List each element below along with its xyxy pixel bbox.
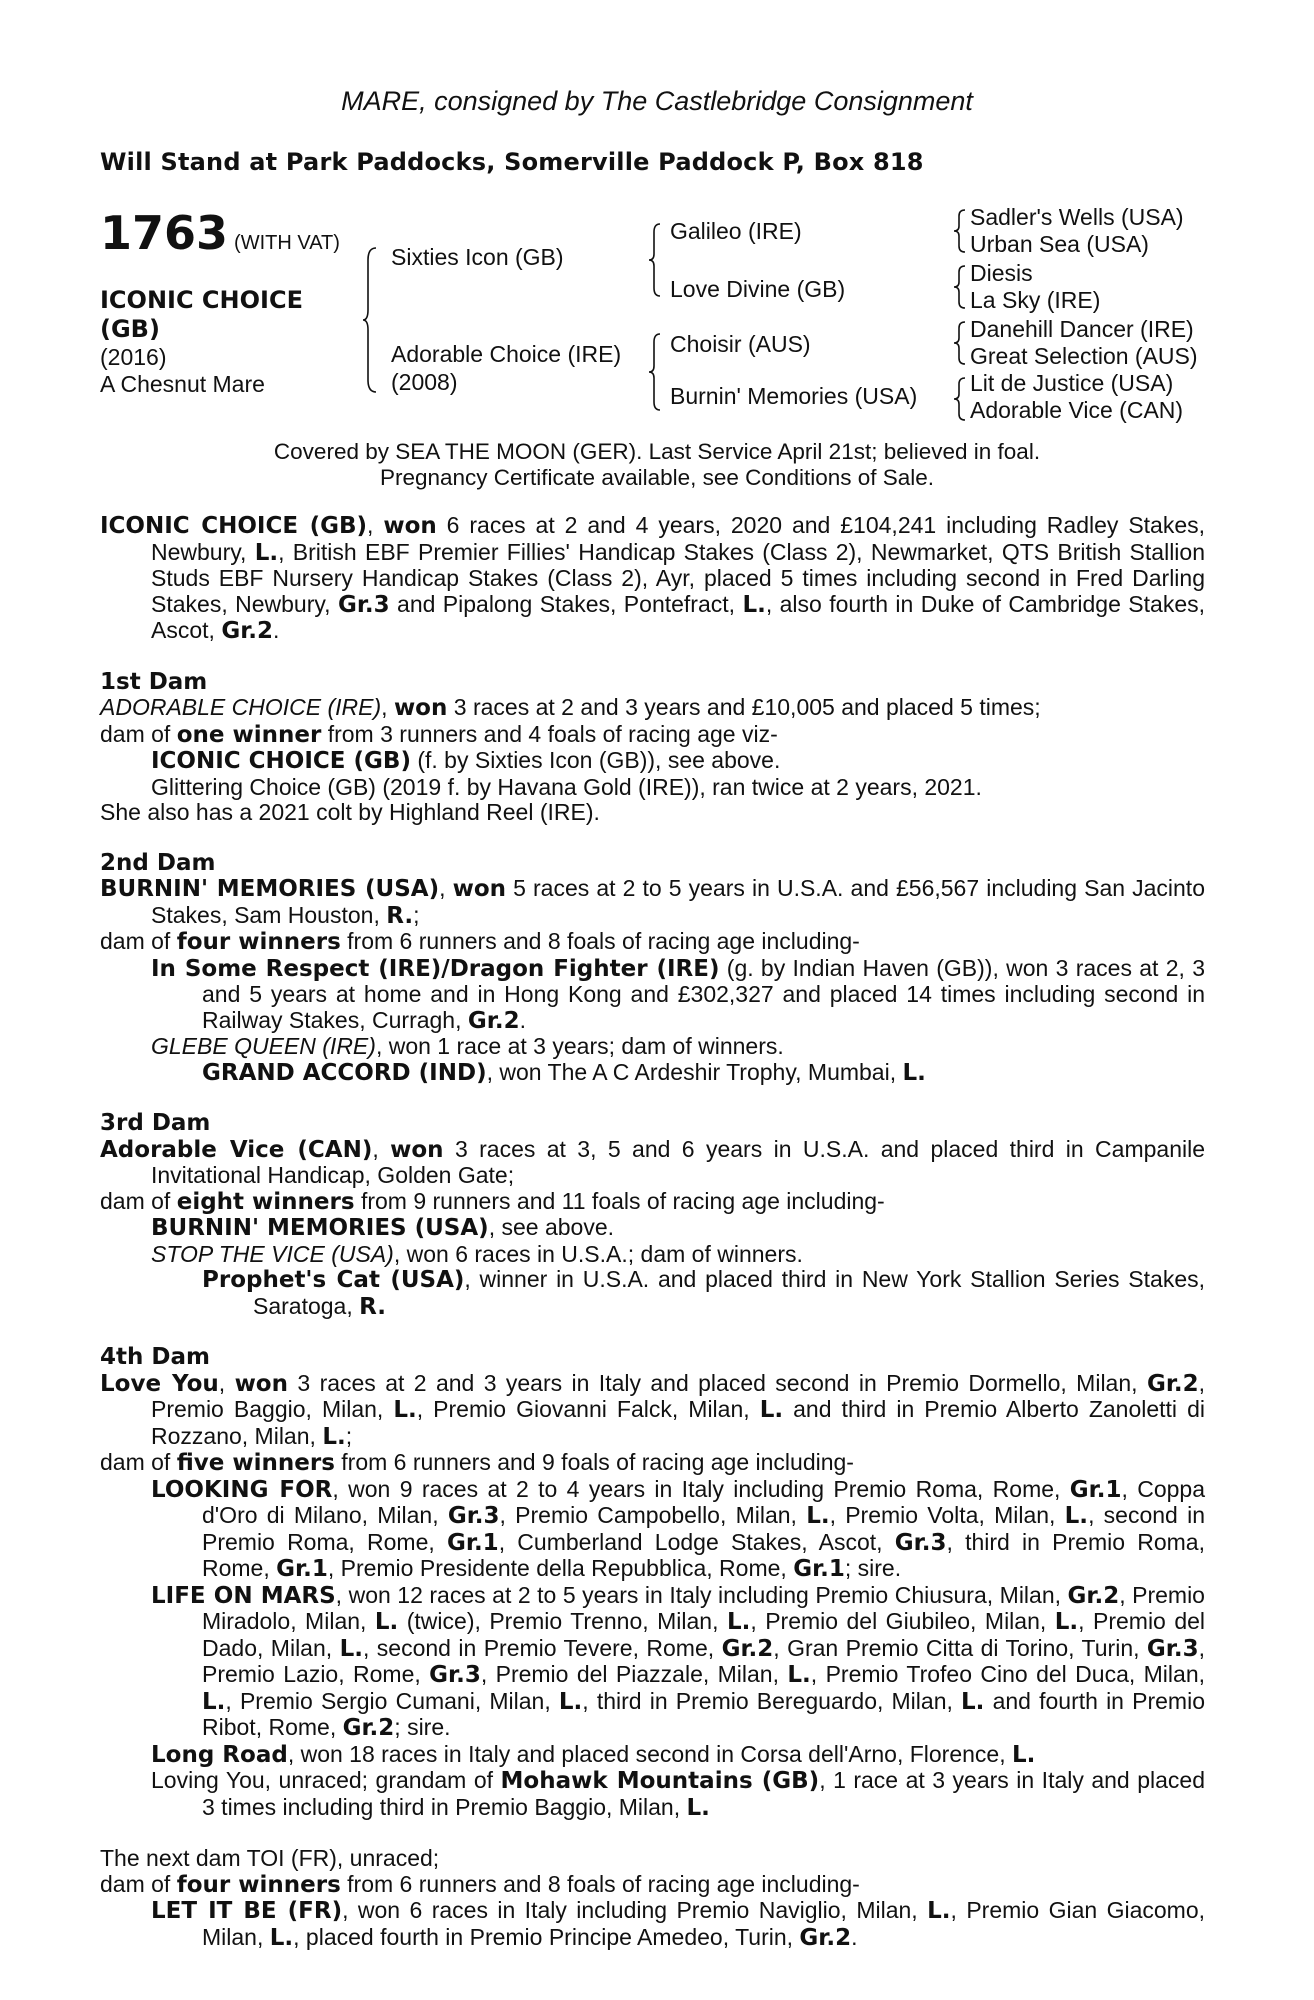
won-label: won <box>383 513 437 539</box>
pedigree-ddd: Adorable Vice (CAN) <box>970 397 1184 423</box>
second-dam-section <box>100 851 1205 1087</box>
second-dam-produce-summary: dam of four winners from 6 runners and 8 foals of racing age including- <box>100 928 860 955</box>
pedigree-sss: Sadler's Wells (USA) <box>970 204 1184 230</box>
third-dam-section <box>100 1111 1205 1320</box>
third-dam-heading: 3rd Dam <box>100 1110 211 1136</box>
pedigree-dds: Lit de Justice (USA) <box>970 370 1174 396</box>
first-dam-section <box>100 670 1205 826</box>
horse-identity <box>100 286 303 398</box>
horse-record-name: ICONIC CHOICE (GB) <box>100 513 368 539</box>
pedigree-brace-sire <box>648 222 662 298</box>
pedigree-brace-ds <box>953 320 967 366</box>
horse-record <box>100 513 1205 645</box>
fourth-dam-heading: 4th Dam <box>100 1344 210 1370</box>
third-dam-produce-2: STOP THE VICE (USA), won 6 races in U.S.A.; dam of winners. <box>151 1240 803 1267</box>
fourth-dam-produce-2: LIFE ON MARS, won 12 races at 2 to 5 years in Italy including Premio Chiusura, Milan, Gr.2, Premio Miradolo, Milan, L. (twice), Premio Trenno, Milan, L., Premio del Giubileo, Milan, L., Premio del Dado, Milan, L., second in Premio Tevere, Rome, Gr.2, Gran Premio Citta di Torino, Turin, Gr.3, Premio Lazio, Rome, Gr.3, Premio del Piazzale, Milan, L., Premio Trofeo Cino del Duca, Milan, L., Premio Sergio Cumani, Milan, L., third in Premio Bereguardo, Milan, L. and fourth in Premio Ribot, Rome, Gr.2; sire. <box>151 1581 1206 1741</box>
horse-name-line1: ICONIC CHOICE <box>100 286 303 314</box>
vat-label: (WITH VAT) <box>234 232 340 254</box>
lot-number: 1763 <box>100 206 229 260</box>
fourth-dam-section <box>100 1345 1205 1821</box>
pedigree-brace-ss <box>953 208 967 254</box>
pedigree-dam-dam: Burnin' Memories (USA) <box>670 383 918 409</box>
pedigree-sire: Sixties Icon (GB) <box>391 244 564 270</box>
page-title: MARE, consigned by The Castlebridge Consignment <box>341 86 973 116</box>
pedigree-dam-year: (2008) <box>391 369 458 395</box>
pedigree-brace-sd <box>953 264 967 310</box>
second-dam-grandproduce-1: GRAND ACCORD (IND), won The A C Ardeshir Trophy, Mumbai, L. <box>202 1058 926 1086</box>
lot-header <box>100 206 340 260</box>
pedigree-sire-dam: Love Divine (GB) <box>670 276 846 302</box>
second-dam-produce-2: GLEBE QUEEN (IRE), won 1 race at 3 years; dam of winners. <box>151 1033 784 1059</box>
third-dam-produce-1: BURNIN' MEMORIES (USA), see above. <box>151 1214 614 1241</box>
first-dam-produce-1: ICONIC CHOICE (GB) (f. by Sixties Icon (GB)), see above. <box>151 747 781 774</box>
pedigree-dam-sire: Choisir (AUS) <box>670 331 811 357</box>
stand-location: Will Stand at Park Paddocks, Somerville Paddock P, Box 818 <box>100 148 924 176</box>
pedigree-dam: Adorable Choice (IRE) <box>391 341 622 367</box>
fourth-dam-record: Love You, won 3 races at 2 and 3 years in Italy and placed second in Premio Dormello, Milan, Gr.2, Premio Baggio, Milan, L., Premio Giovanni Falck, Milan, L. and third in Premio Alberto Zanoletti di Rozzano, Milan, L.; <box>100 1369 1206 1450</box>
pedigree-sds: Diesis <box>970 260 1033 286</box>
horse-record-text: ICONIC CHOICE (GB), won 6 races at 2 and 4 years, 2020 and £104,241 including Radley Stakes, Newbury, L., British EBF Premier Fillies' Handicap Stakes (Class 2), Newmarket, QTS British Stallion Studs EBF Nursery Handicap Stakes (Class 2), Ayr, placed 5 times including second in Fred Darling Stakes, Newbury, Gr.3 and Pipalong Stakes, Pontefract, L., also fourth in Duke of Cambridge Stakes, Ascot, Gr.2. <box>100 512 1206 644</box>
horse-year: (2016) <box>100 344 167 370</box>
next-dam-record: The next dam TOI (FR), unraced; <box>100 1845 440 1871</box>
horse-name-line2: (GB) <box>100 315 160 343</box>
fourth-dam-produce-4: Loving You, unraced; grandam of Mohawk Mountains (GB), 1 race at 3 years in Italy and placed 3 times including third in Premio Baggio, Milan, L. <box>151 1767 1205 1821</box>
pedigree-brace-dam <box>648 332 662 412</box>
first-dam-produce-summary: dam of one winner from 3 runners and 4 foals of racing age viz- <box>100 720 778 748</box>
next-dam-produce-summary: dam of four winners from 6 runners and 8 foals of racing age including- <box>100 1870 860 1898</box>
third-dam-produce-summary: dam of eight winners from 9 runners and 11 foals of racing age including- <box>100 1187 885 1215</box>
next-dam-produce-1: LET IT BE (FR), won 6 races in Italy including Premio Naviglio, Milan, L., Premio Gian Giacomo, Milan, L., placed fourth in Premio Principe Amedeo, Turin, Gr.2. <box>151 1897 1206 1951</box>
first-dam-also: She also has a 2021 colt by Highland Reel (IRE). <box>100 799 600 825</box>
covered-line1: Covered by SEA THE MOON (GER). Last Service April 21st; believed in foal. <box>273 439 1041 464</box>
horse-description: A Chesnut Mare <box>100 371 265 397</box>
first-dam-produce-2: Glittering Choice (GB) (2019 f. by Havana Gold (IRE)), ran twice at 2 years, 2021. <box>151 773 982 800</box>
fourth-dam-produce-1: LOOKING FOR, won 9 races at 2 to 4 years in Italy including Premio Roma, Rome, Gr.1, Coppa d'Oro di Milano, Milan, Gr.3, Premio Campobello, Milan, L., Premio Volta, Milan, L., second in Premio Roma, Rome, Gr.1, Cumberland Lodge Stakes, Ascot, Gr.3, third in Premio Roma, Rome, Gr.1, Premio Presidente della Repubblica, Rome, Gr.1; sire. <box>151 1475 1205 1582</box>
second-dam-produce-1: In Some Respect (IRE)/Dragon Fighter (IRE) (g. by Indian Haven (GB)), won 3 races at 2, 3 and 5 years at home and in Hong Kong and £302,327 and placed 14 times including second in Railway Stakes, Curragh, Gr.2. <box>151 954 1205 1034</box>
pedigree-dss: Danehill Dancer (IRE) <box>970 316 1194 342</box>
first-dam-record: ADORABLE CHOICE (IRE), won 3 races at 2 and 3 years and £10,005 and placed 5 times; <box>100 694 1041 721</box>
pedigree-sdd: La Sky (IRE) <box>970 287 1101 313</box>
pedigree-sire-sire: Galileo (IRE) <box>670 218 802 244</box>
second-dam-record: BURNIN' MEMORIES (USA), won 5 races at 2 to 5 years in U.S.A. and £56,567 including San Jacinto Stakes, Sam Houston, R.; <box>100 875 1205 929</box>
next-dam-section <box>100 1846 1205 1951</box>
fourth-dam-produce-summary: dam of five winners from 6 runners and 9 foals of racing age including- <box>100 1449 854 1476</box>
third-dam-grandproduce-1: Prophet's Cat (USA), winner in U.S.A. and placed third in New York Stallion Series Stakes, Saratoga, R. <box>202 1266 1205 1320</box>
pedigree-ssd: Urban Sea (USA) <box>970 231 1149 257</box>
third-dam-record: Adorable Vice (CAN), won 3 races at 3, 5 and 6 years in U.S.A. and placed third in Campanile Invitational Handicap, Golden Gate; <box>100 1135 1205 1188</box>
pedigree-dsd: Great Selection (AUS) <box>970 343 1198 369</box>
first-dam-heading: 1st Dam <box>100 668 208 695</box>
covered-note <box>0 439 1314 491</box>
covered-line2: Pregnancy Certificate available, see Conditions of Sale. <box>379 465 935 490</box>
catalogue-body <box>100 513 1205 1976</box>
fourth-dam-produce-3: Long Road, won 18 races in Italy and placed second in Corsa dell'Arno, Florence, L. <box>151 1740 1036 1768</box>
pedigree-brace-main <box>362 246 378 394</box>
pedigree-brace-dd <box>953 376 967 422</box>
second-dam-heading: 2nd Dam <box>100 849 216 876</box>
